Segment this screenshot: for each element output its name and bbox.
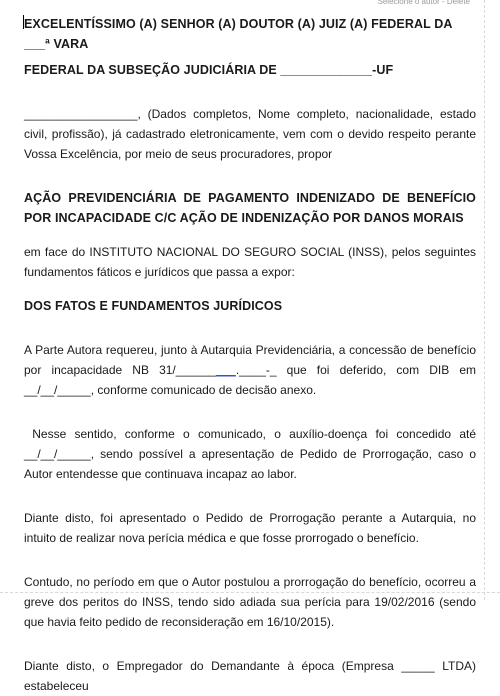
section-title: DOS FATOS E FUNDAMENTOS JURÍDICOS (24, 299, 283, 313)
header-line-2: FEDERAL DA SUBSEÇÃO JUDICIÁRIA DE _____________-UF (24, 63, 394, 77)
facts-paragraph-4: Contudo, no período em que o Autor postulou a prorrogação do benefício, ocorreu a greve dos peritos do INSS, tendo sido adiada sua perícia para 19/02/2016 (sendo que havia feito pedido de reconsideração em 16/10/2015). (24, 575, 476, 629)
against-paragraph: em face do INSTITUTO NACIONAL DO SEGURO SOCIAL (INSS), pelos seguintes fundamentos fáticos e jurídicos que passa a expor: (24, 245, 476, 279)
facts-paragraph-5: Diante disto, o Empregador do Demandante à época (Empresa _____ LTDA) estabeleceu (24, 659, 476, 693)
facts-p1-end: .____-_ que foi deferido, com DIB em __/__/_____, conforme comunicado de decisão anexo. (24, 363, 476, 397)
nb-number-link[interactable]: ___ (215, 363, 236, 377)
intro-paragraph: _________________, (Dados completos, Nome completo, nacionalidade, estado civil, profissão), já cadastrado eletronicamente, vem com o devido respeito perante Vossa Excelência, por meio de seus procuradores, propor (24, 107, 476, 161)
facts-paragraph-2: Nesse sentido, conforme o comunicado, o auxílio-doença foi concedido até __/__/_____, sendo possível a apresentação de Pedido de Prorrogação, caso o Autor entendesse que continuava incapaz ao labor. (24, 427, 480, 481)
header-line-1: EXCELENTÍSSIMO (A) SENHOR (A) DOUTOR (A) JUIZ (A) FEDERAL DA ___ª VARA (24, 17, 452, 51)
facts-paragraph-3: Diante disto, foi apresentado o Pedido de Prorrogação perante a Autarquia, no intuito de realizar nova perícia médica e que fosse prorrogado o benefício. (24, 511, 476, 545)
text-cursor (23, 15, 24, 29)
facts-p1-start: A Parte Autora requereu, junto à Autarquia Previdenciária, a concessão de benefício por incapacidade NB 31/______ (24, 343, 476, 377)
top-crop-text: Selecione o autor - Delete (377, 0, 470, 6)
page-margin-guide (484, 0, 486, 600)
action-title: AÇÃO PREVIDENCIÁRIA DE PAGAMENTO INDENIZADO DE BENEFÍCIO POR INCAPACIDADE C/C AÇÃO DE INDENIZAÇÃO POR DANOS MORAIS (24, 191, 476, 225)
facts-paragraph-1 (24, 340, 476, 400)
page-bottom-guide (0, 592, 500, 594)
